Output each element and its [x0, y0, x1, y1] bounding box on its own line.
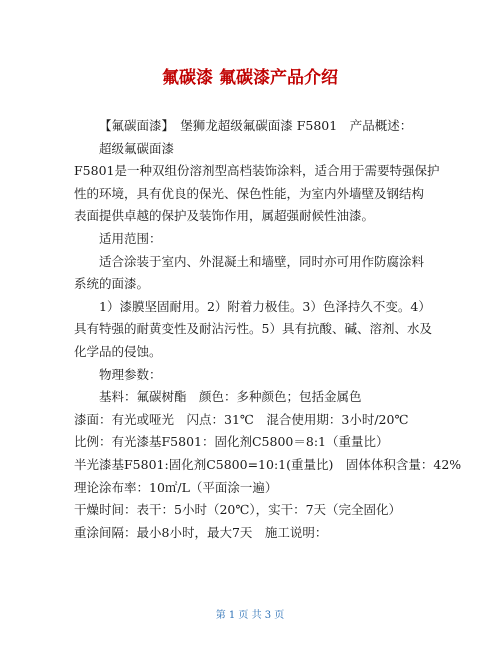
section-heading-physical-params: 物理参数： [99, 366, 162, 382]
page-footer: 第 1 页 共 3 页 [215, 610, 285, 621]
param-line-ratio-gloss: 比例：有光漆基F5801：固化剂C5800＝8:1（重量比） [74, 434, 389, 450]
page-title: 氟碳漆 氟碳漆产品介绍 [162, 68, 338, 88]
paragraph-line-scope-2: 系统的面漆。 [74, 276, 150, 292]
paragraph-line-description-3: 表面提供卓越的保护及装饰作用，属超强耐候性油漆。 [74, 208, 375, 224]
paragraph-line-description-2: 性的环境，具有优良的保光、保色性能，为室内外墙壁及钢结构 [74, 185, 425, 201]
paragraph-line-scope-1: 适合涂装于室内、外混凝土和墙壁，同时亦可用作防腐涂料 [99, 253, 425, 269]
paragraph-line-overview: 【氟碳面漆】 堡狮龙超级氟碳面漆 F5801 产品概述： [99, 118, 413, 133]
param-line-base: 基料：氟碳树酯 颜色：多种颜色；包括金属色 [99, 389, 362, 405]
param-line-ratio-semigloss: 半光漆基F5801:固化剂C5800=10:1(重量比) 固体体积含量：42% [74, 456, 462, 472]
paragraph-line-description-1: F5801是一种双组份溶剂型高档装饰涂料，适合用于需要特强保护 [74, 163, 440, 179]
param-line-drying: 干燥时间：表干：5小时（20℃），实干：7天（完全固化） [74, 502, 402, 518]
paragraph-line-features-2: 具有特强的耐黄变性及耐沾污性。5）具有抗酸、碱、溶剂、水及 [74, 321, 432, 337]
paragraph-line-features-3: 化学品的侵蚀。 [74, 343, 162, 359]
paragraph-line-product-name: 超级氟碳面漆 [99, 140, 175, 156]
param-line-coverage: 理论涂布率：10㎡/L（平面涂一遍） [74, 479, 278, 495]
param-line-finish: 漆面：有光或哑光 闪点：31℃ 混合使用期：3小时/20℃ [74, 411, 409, 427]
section-heading-scope: 适用范围： [99, 230, 162, 246]
document-body [74, 115, 462, 544]
paragraph-line-features-1: 1）漆膜坚固耐用。2）附着力极佳。3）色泽持久不变。4） [99, 298, 431, 314]
param-line-recoat: 重涂间隔：最小8小时，最大7天 施工说明： [74, 524, 328, 540]
